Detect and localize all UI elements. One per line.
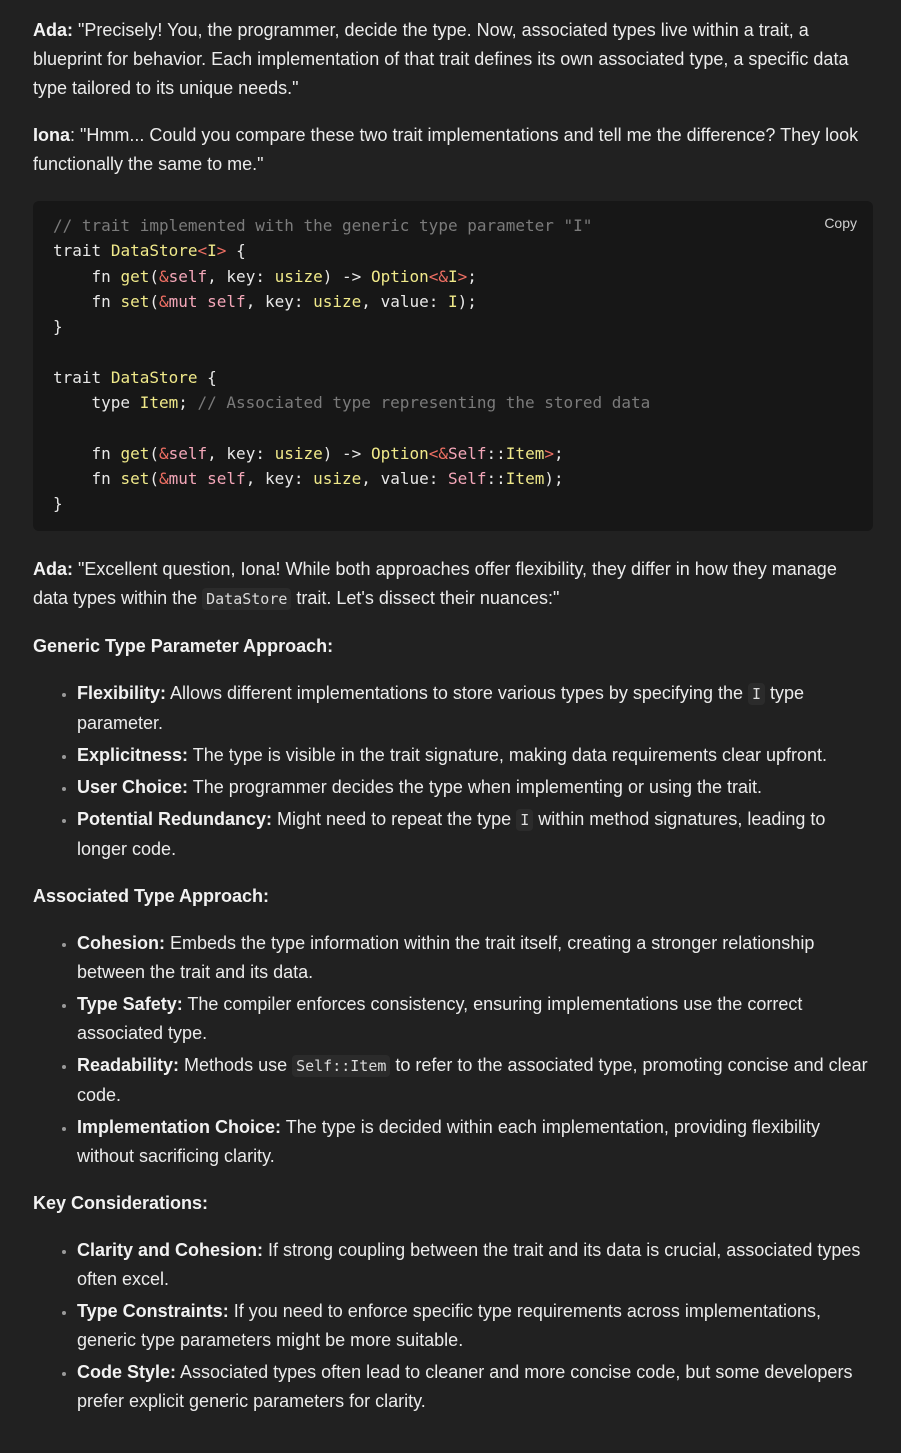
list-item-term: Readability: — [77, 1054, 180, 1075]
code-comment: // Associated type representing the stored data — [197, 393, 651, 413]
list-item-text: The compiler enforces consistency, ensuring implementations use the correct associated type. — [77, 993, 803, 1043]
section-heading: Key Considerations: — [33, 1192, 209, 1213]
list-item — [77, 679, 873, 738]
bullet-list — [33, 1236, 873, 1416]
speaker-label: Ada: — [33, 20, 73, 40]
list-item-text: Methods use — [179, 1054, 293, 1075]
section-heading: Generic Type Parameter Approach: — [33, 635, 334, 656]
list-item-text: to refer to the associated type, promoting concise and clear code. — [77, 1054, 868, 1105]
intro-paragraph-1 — [33, 16, 873, 103]
bullet-list — [33, 679, 873, 864]
list-item — [77, 1297, 873, 1355]
list-item-text: Might need to repeat the type — [272, 808, 517, 829]
intro-paragraph-2 — [33, 121, 873, 179]
copy-button[interactable]: Copy — [824, 215, 857, 231]
list-item — [77, 805, 873, 864]
list-item — [77, 1051, 873, 1110]
list-item-term: Flexibility: — [77, 682, 167, 703]
paragraph-text: "Precisely! You, the programmer, decide the type. Now, associated types live within a trait, a blueprint for behavior. Each implementation of that trait defines its own associated type, a specific data type tailored to its unique needs." — [33, 20, 849, 98]
paragraph-text: "Excellent question, Iona! While both approaches offer flexibility, they differ in how they manage data types within the — [33, 558, 837, 608]
list-item — [77, 741, 873, 770]
list-item-text: within method signatures, leading to longer code. — [77, 808, 826, 859]
speaker-label: Iona — [33, 125, 71, 145]
code-comment: // trait implemented with the generic type parameter "I" — [53, 216, 593, 235]
paragraph-text: trait. Let's dissect their nuances:" — [291, 587, 560, 608]
list-item-term: Cohesion: — [77, 932, 165, 953]
list-item-term: Clarity and Cohesion: — [77, 1239, 264, 1260]
list-item-text: The type is decided within each implementation, providing flexibility without sacrificing clarity. — [77, 1116, 820, 1166]
list-item-text: The programmer decides the type when implementing or using the trait. — [188, 776, 763, 797]
list-item-term: Implementation Choice: — [77, 1116, 282, 1137]
code-content: // trait implemented with the generic type parameter "I" trait DataStore<I> { fn get(&self, key: usize) -> Option<&I>; fn set(&mut self, key: usize, value: I); } trait DataStore { type Item; // Associated type representing the stored data fn get(&self, key: usize) -> Option<&Self::Item>; fn set(&mut self, key: usize, value: Self::Item); } — [53, 216, 651, 514]
list-item-text: If strong coupling between the trait and its data is crucial, associated types often excel. — [77, 1239, 861, 1289]
speaker-label: Ada: — [33, 558, 73, 579]
answer-paragraph — [33, 555, 873, 614]
list-item-term: Potential Redundancy: — [77, 808, 273, 829]
list-item-term: Explicitness: — [77, 744, 189, 765]
list-item-text: type parameter. — [77, 682, 805, 733]
sections-container — [33, 632, 873, 1416]
inline-code: DataStore — [202, 588, 291, 610]
inline-code: I — [516, 809, 533, 831]
list-item-text: If you need to enforce specific type requirements across implementations, generic type parameters might be more suitable. — [77, 1300, 821, 1350]
inline-code: I — [748, 683, 765, 705]
code-block — [33, 201, 873, 531]
list-item — [77, 1236, 873, 1294]
list-item-term: Code Style: — [77, 1361, 177, 1382]
list-item — [77, 990, 873, 1048]
list-item — [77, 929, 873, 987]
list-item-term: Type Constraints: — [77, 1300, 229, 1321]
list-item-term: Type Safety: — [77, 993, 183, 1014]
list-item — [77, 1113, 873, 1171]
list-item-term: User Choice: — [77, 776, 189, 797]
list-item-text: Embeds the type information within the trait itself, creating a stronger relationship between the trait and its data. — [77, 932, 815, 982]
list-item-text: The type is visible in the trait signature, making data requirements clear upfront. — [188, 744, 828, 765]
list-item — [77, 1358, 873, 1416]
list-item-text: Associated types often lead to cleaner and more concise code, but some developers prefer explicit generic parameters for clarity. — [77, 1361, 853, 1411]
paragraph-text: : "Hmm... Could you compare these two trait implementations and tell me the difference? They look functionally the same to me." — [33, 125, 859, 174]
inline-code: Self::Item — [292, 1055, 390, 1077]
section-heading: Associated Type Approach: — [33, 885, 270, 906]
bullet-list — [33, 929, 873, 1171]
list-item-text: Allows different implementations to store various types by specifying the — [166, 682, 748, 703]
list-item — [77, 773, 873, 802]
